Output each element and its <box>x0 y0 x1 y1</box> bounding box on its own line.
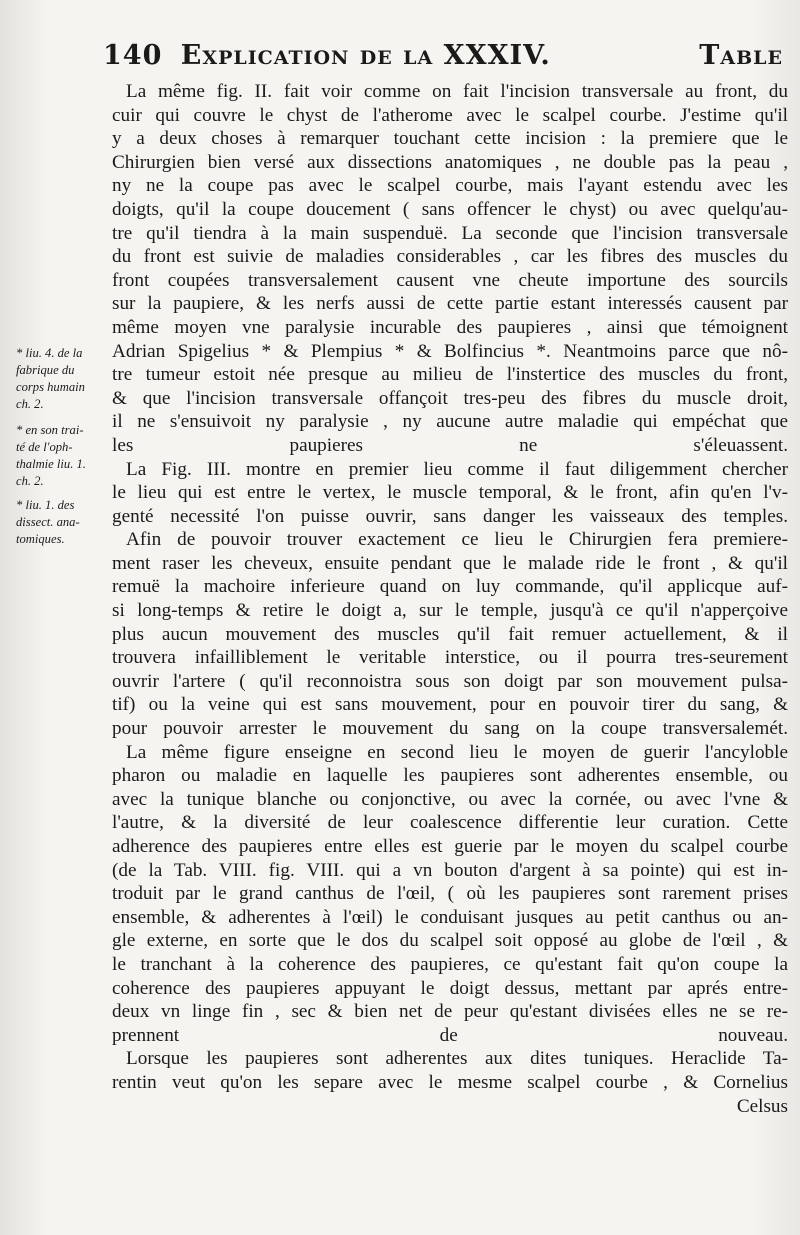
text-line: gle externe, en sorte que le dos du scalpel soit opposé au globe de l'œil , & <box>112 930 788 952</box>
paragraph <box>112 80 788 458</box>
paragraph <box>112 458 788 529</box>
text-line: (de la Tab. VIII. fig. VIII. qui a vn bouton d'argent à sa pointe) qui est in- <box>112 859 788 881</box>
margin-note-line: * liu. 4. de la <box>16 346 83 360</box>
text-line: rentin veut qu'on les separe avec le mesme scalpel courbe , & Cornelius <box>112 1071 788 1093</box>
text-line: Afin de pouvoir trouver exactement ce lieu le Chirurgien fera premiere- <box>126 529 788 551</box>
text-line: il ne s'ensuivoit ny paralysie , ny aucune autre maladie qui empéchat que <box>112 411 788 433</box>
text-line: avec la tunique blanche ou conjonctive, ou avec la cornée, ou avec l'vne & <box>112 788 788 810</box>
text-line: sur la paupiere, & les nerfs aussi de cette partie estant interessés causent par <box>112 293 788 315</box>
margin-note-line: ch. 2. <box>16 397 44 411</box>
text-line: Lorsque les paupieres sont adherentes aux dites tuniques. Heraclide Ta- <box>126 1048 788 1070</box>
text-line: pour pouvoir arrester le mouvement du sang on la coupe transversalemét. <box>112 718 788 740</box>
text-line: plus aucun mouvement des muscles qu'il fait remuer actuellement, & il <box>112 623 788 645</box>
text-line: genté necessité l'on puisse ouvrir, sans danger les vaisseaux des temples. <box>112 505 788 527</box>
text-line: Chirurgien bien versé aux dissections anatomiques , ne double pas la peau , <box>112 151 788 173</box>
text-line: ensemble, & adherentes à l'œil) le conduisant jusques au petit canthus ou an- <box>112 906 788 928</box>
text-line: le lieu qui est entre le vertex, le muscle temporal, & le front, afin qu'en l'v- <box>112 482 788 504</box>
text-line: tre qu'il tiendra à la main suspenduë. La seconde que l'incision transversale <box>112 222 788 244</box>
margin-note-line: fabrique du <box>16 363 75 377</box>
margin-note-line: ch. 2. <box>16 474 44 488</box>
text-line: tif) ou la veine qui est sans mouvement, pour en pouvoir tirer du sang, & <box>112 694 788 716</box>
text-line: si long-temps & retire le doigt a, sur le temple, jusqu'à ce qu'il n'apperçoive <box>112 600 788 622</box>
header-table-word: Table <box>699 40 783 71</box>
text-line: doigts, qu'il la coupe doucement ( sans offencer le chyst) ou avec quelqu'au- <box>112 198 788 220</box>
margin-note-line: tomiques. <box>16 532 65 546</box>
text-line: pharon ou maladie en laquelle les paupieres sont adherentes ensemble, ou <box>112 765 788 787</box>
paragraph <box>112 741 788 1048</box>
text-line: troduit par le grand canthus de l'œil, ( où les paupieres sont rarement prises <box>112 883 788 905</box>
header-title: Explication de la XXXIV. <box>180 40 551 71</box>
text-line: La même figure enseigne en second lieu le moyen de guerir l'ancyloble <box>126 741 788 763</box>
running-header <box>103 40 783 80</box>
catchword: Celsus <box>736 1095 788 1117</box>
body-text <box>112 80 788 1118</box>
text-line: ment raser les cheveux, ensuite pendant que le malade ride le front , & qu'il <box>112 552 788 574</box>
text-line: Adrian Spigelius * & Plempius * & Bolfincius *. Neantmoins parce que nô- <box>112 340 788 362</box>
margin-note-line: dissect. ana- <box>16 515 80 529</box>
text-line: ny ne la coupe pas avec le scalpel courbe, mais l'ayant estendu avec les <box>112 175 788 197</box>
margin-note-line: té de l'oph- <box>16 440 73 454</box>
page-number: 140 <box>103 40 163 71</box>
text-line: & que l'incision transversale offançoit tres-peu des fibres du muscle droit, <box>112 387 788 409</box>
text-line: front coupées transversalement causent vne cheute importune des sourcils <box>112 269 788 291</box>
text-line: deux vn linge fin , sec & bien net de peur qu'estant divisées elles ne se re- <box>112 1001 788 1023</box>
margin-note-line: thalmie liu. 1. <box>16 457 86 471</box>
text-line: même moyen vne paralysie incurable des paupieres , ainsi que témoignent <box>112 316 788 338</box>
text-line: remuë la machoire inferieure quand on luy commande, qu'il applicque auf- <box>112 576 788 598</box>
text-line: du front est suivie de maladies considerables , car les fibres des muscles du <box>112 246 788 268</box>
text-line: tre tumeur estoit née presque au milieu de l'instertice des muscles du front, <box>112 364 788 386</box>
text-line: l'autre, & la diversité de leur coalescence differentie leur curation. Cette <box>112 812 788 834</box>
text-line: La même fig. II. fait voir comme on fait l'incision transversale au front, du <box>126 81 788 102</box>
margin-note-line: corps humain <box>16 380 85 394</box>
paragraph <box>112 528 788 740</box>
paragraph <box>112 1047 788 1094</box>
text-line: coherence des paupieres appuyant le doigt dessus, mettant par aprés entre- <box>112 977 788 999</box>
text-line: y a deux choses à remarquer touchant cette incision : la premiere que le <box>112 128 788 150</box>
text-line: adherence des paupieres entre elles est guerie par le moyen du scalpel courbe <box>112 836 788 857</box>
text-line: le tranchant à la coherence des paupieres, ce qu'estant fait qu'on coupe la <box>112 953 788 975</box>
text-line: prennent de nouveau. <box>112 1024 788 1046</box>
margin-note-line: * liu. 1. des <box>16 498 75 512</box>
text-line: ouvrir l'artere ( qu'il reconnoistra sous son doigt par son mouvement pulsa- <box>112 670 788 692</box>
text-line: trouvera infailliblement le veritable interstice, ou il pourra tres-seurement <box>112 647 788 669</box>
text-line: les paupieres ne s'éleuassent. <box>112 434 788 456</box>
margin-note-line: * en son trai- <box>16 423 84 437</box>
text-line: cuir qui couvre le chyst de l'atherome avec le scalpel courbe. J'estime qu'il <box>112 104 788 126</box>
text-line: La Fig. III. montre en premier lieu comme il faut diligemment chercher <box>126 458 788 480</box>
